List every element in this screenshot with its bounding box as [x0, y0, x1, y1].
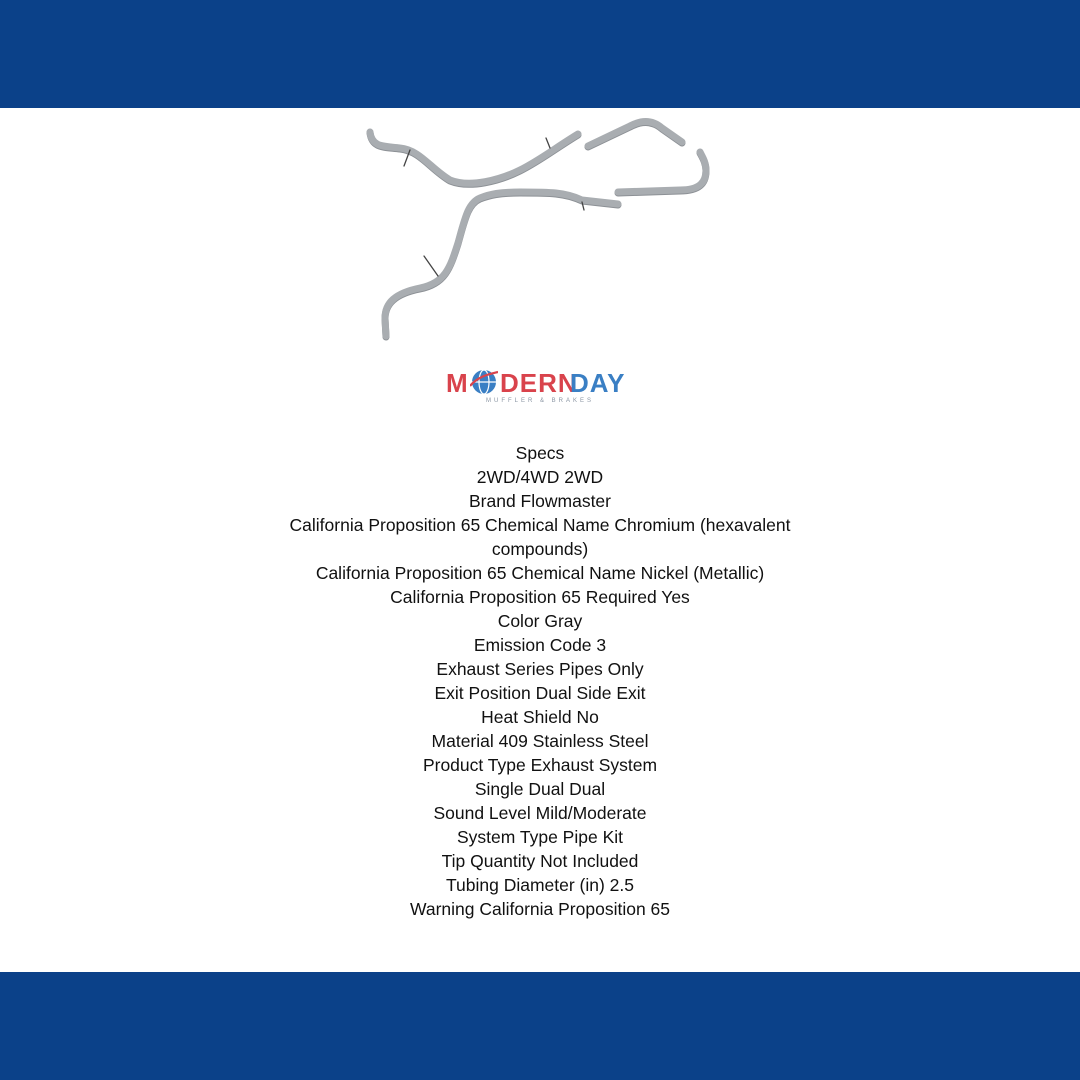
pipe-lower-long [385, 192, 618, 336]
specs-heading: Specs [515, 443, 565, 463]
spec-line: California Proposition 65 Chemical Name Nickel (Metallic) [315, 563, 765, 583]
globe-icon [470, 368, 498, 396]
spec-line: Warning California Proposition 65 [409, 899, 671, 919]
spec-line: Material 409 Stainless Steel [431, 731, 649, 751]
pipe-right-tailpipe [618, 152, 706, 192]
spec-line: Brand Flowmaster [469, 491, 611, 511]
spec-line: Single Dual Dual [474, 779, 606, 799]
spec-line: Exhaust Series Pipes Only [436, 659, 644, 679]
hanger-3 [424, 256, 438, 276]
spec-line: Tubing Diameter (in) 2.5 [445, 875, 635, 895]
spec-line: Exit Position Dual Side Exit [434, 683, 646, 703]
hanger-2 [546, 138, 550, 148]
logo-subtitle: MUFFLER & BRAKES [486, 398, 595, 404]
spec-line: California Proposition 65 Chemical Name Chromium (hexavalent [289, 515, 791, 535]
spec-line: 2WD/4WD 2WD [476, 467, 604, 487]
spec-line: System Type Pipe Kit [456, 827, 623, 847]
top-banner [0, 0, 1080, 108]
bottom-banner [0, 972, 1080, 1080]
modernday-logo [430, 360, 650, 410]
spec-line: compounds) [491, 539, 589, 559]
spec-line: California Proposition 65 Required Yes [390, 587, 690, 607]
spec-line: Tip Quantity Not Included [441, 851, 639, 871]
logo-word-day: DAY [570, 368, 626, 398]
logo-letter-m: M [446, 368, 469, 398]
pipe-upper-right [588, 122, 682, 146]
spec-lines [250, 465, 830, 921]
spec-line: Sound Level Mild/Moderate [433, 803, 647, 823]
exhaust-pipe-kit-image [350, 108, 730, 348]
spec-line: Heat Shield No [481, 707, 599, 727]
spec-line: Color Gray [497, 611, 583, 631]
specs-list [250, 441, 830, 921]
spec-line: Product Type Exhaust System [422, 755, 658, 775]
spec-line: Emission Code 3 [473, 635, 607, 655]
logo-word-dern: DERN [500, 368, 578, 398]
